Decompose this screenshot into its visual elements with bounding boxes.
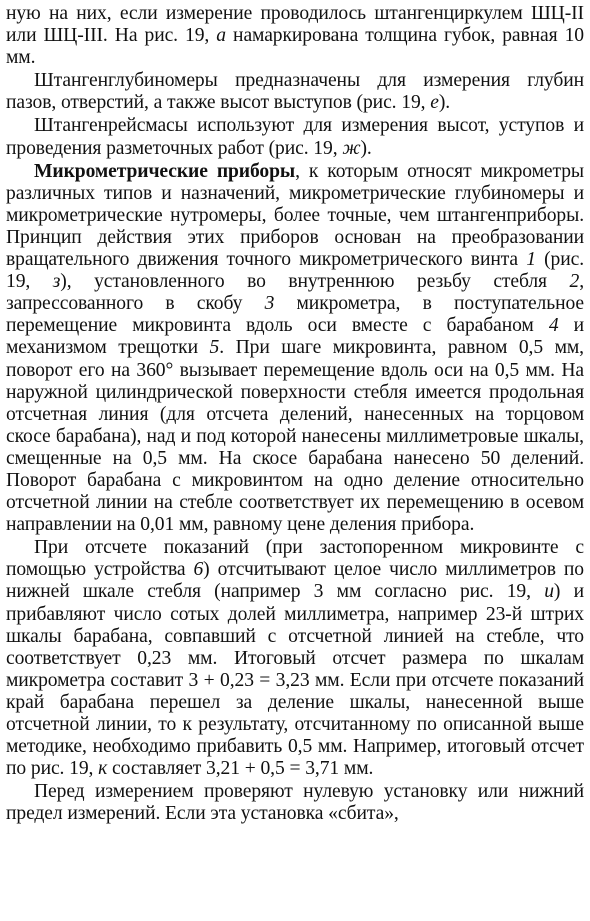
p4-text-7: . При шаге микровинта, равном 0,5 мм, поворот его на 360° вызывает перемещение вдоль оси на 0,5 мм. На наружной цилиндрической поверхности стебля имеется продольная отсчетная линия (для отсчета делений, нанесенных на торцовом скосе барабана), над и под которой нанесены миллиметровые шкалы, смещенные на 0,5 мм. На скосе барабана нанесено 50 делений. Поворот барабана с микровинтом на одно деление относительно отсчетной линии на стебле соответствует их перемещению в осевом направлении на 0,01 мм, равному цене деления прибора.: [6, 337, 584, 536]
paragraph-1: [6, 3, 584, 69]
p2-figure-letter: е: [430, 92, 439, 114]
p1-figure-letter: а: [216, 25, 226, 47]
p4-text-4: , запрессованного в скобу: [6, 271, 585, 315]
paragraph-2: [6, 70, 584, 114]
p5-figure-letter-i: и: [544, 581, 554, 603]
p2-text-2: ).: [438, 92, 451, 114]
paragraph-6: [6, 781, 584, 825]
p4-ref-1: 1: [526, 249, 536, 271]
p5-figure-letter-k: к: [98, 758, 108, 780]
p4-ref-4: 4: [548, 315, 559, 337]
p4-ref-5: 5: [209, 337, 220, 359]
p4-text-6: и механизмом трещотки: [6, 315, 584, 359]
p4-figure-letter: з: [52, 271, 61, 293]
p3-text-2: ).: [360, 137, 372, 159]
p5-text-3: ) и прибавляют число сотых долей миллиметра, например 23-й штрих шкалы барабана, совпавший с отсчетной линией на стебле, что соответствует 0,23 мм. Итоговый отсчет размера по шкалам микрометра составит 3 + 0,23 = 3,23 мм. Если при отсчете показаний край барабана перешел за деление шкалы, нанесенной выше отсчетной линии, то к результату, отсчитанному по описанной выше методике, необходимо прибавить 0,5 мм. Например, итоговый отсчет по рис. 19,: [6, 581, 584, 780]
p4-text-5: микрометра, в поступательное перемещение микровинта вдоль оси вместе с барабаном: [6, 293, 584, 337]
p4-text-1: , к которым относят микрометры различных типов и назначений, микрометрические глубиномеры и микрометрические нутромеры, более точные, чем штангенприборы. Принцип действия этих приборов основан на преобразовании вращательного движения точного микрометрического винта: [6, 160, 584, 271]
p5-text-4: составляет 3,21 + 0,5 = 3,71 мм.: [107, 758, 374, 780]
p3-figure-letter: ж: [342, 137, 361, 159]
p4-term-micrometric-instruments: Микрометрические приборы: [34, 160, 296, 182]
p1-text-2: намаркирована толщина губок, равная 10 мм.: [6, 25, 584, 69]
p4-ref-2: 2: [569, 271, 580, 293]
p4-ref-3: 3: [264, 293, 275, 315]
p5-text-2: ) отсчитывают целое число миллиметров по нижней шкале стебля (например 3 мм согласно рис. 19,: [6, 559, 584, 603]
paragraph-3: [6, 115, 584, 159]
paragraph-5: [6, 537, 584, 780]
p1-text-1: ную на них, если измерение проводилось штангенциркулем ШЦ-II или ШЦ-III. На рис. 19,: [6, 3, 584, 47]
p2-text-1: Штангенглубиномеры предназначены для измерения глубин пазов, отверстий, а также высот выступов (рис. 19,: [6, 70, 584, 114]
document-page: [6, 3, 584, 825]
p5-text-1: При отсчете показаний (при застопоренном микровинте с помощью устройства: [6, 537, 584, 581]
p4-text-3: ), установленного во внутреннюю резьбу стебля: [60, 271, 570, 293]
paragraph-4: [6, 161, 584, 537]
p3-text-1: Штангенрейсмасы используют для измерения высот, уступов и проведения разметочных работ (рис. 19,: [6, 115, 584, 159]
p5-ref-6: 6: [193, 559, 204, 581]
p6-text-1: Перед измерением проверяют нулевую установку или нижний предел измерений. Если эта установка «сбита»,: [6, 781, 584, 825]
p4-text-2: (рис. 19,: [6, 249, 584, 293]
